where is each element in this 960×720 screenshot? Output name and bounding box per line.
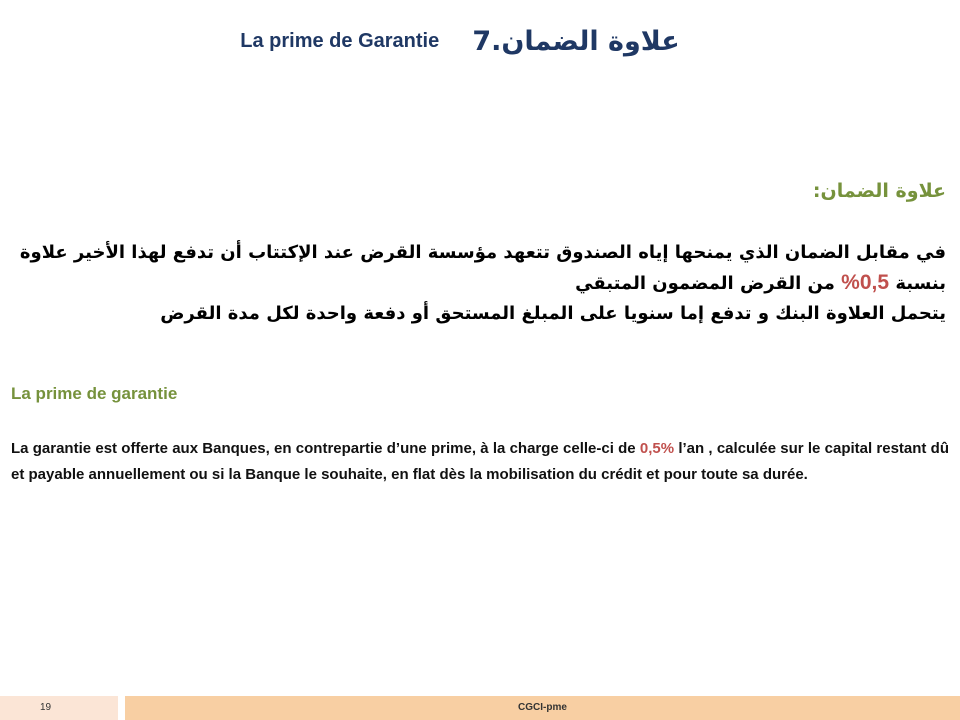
footer-label: CGCI-pme xyxy=(125,696,960,720)
french-section-body xyxy=(11,436,949,488)
page-number: 19 xyxy=(0,696,118,720)
french-body-end: l’an , calculée sur le capital restant dû et payable annuellement ou si la Banque le souhaite, en flat dès la mobilisation du crédit et pour toute sa durée. xyxy=(11,440,949,483)
arabic-line-1: في مقابل الضمان الذي يمنحها إياه الصندوق تتعهد مؤسسة القرض عند الإكتتاب أن تدفع لهذا الأخير علاوة xyxy=(19,242,946,263)
arabic-line-2 xyxy=(14,268,946,299)
arabic-rate: 0,5% xyxy=(841,271,890,294)
arabic-line-3: يتحمل العلاوة البنك و تدفع إما سنويا على المبلغ المستحق أو دفعة واحدة لكل مدة القرض xyxy=(160,303,946,324)
arabic-section-body xyxy=(14,238,946,329)
arabic-line-2-prefix: بنسبة xyxy=(889,273,946,294)
title-arabic: 7.علاوة الضمان xyxy=(472,26,680,57)
french-rate: 0,5% xyxy=(639,440,675,457)
arabic-section-heading: علاوة الضمان: xyxy=(812,180,946,202)
arabic-line-2-suffix: من القرض المضمون المتبقي xyxy=(575,273,842,294)
french-body-start: La garantie est offerte aux Banques, en contrepartie d’une prime, à la charge celle-ci de xyxy=(11,440,640,457)
footer xyxy=(0,696,960,720)
slide-title xyxy=(150,26,770,57)
french-section-heading: La prime de garantie xyxy=(11,384,178,403)
title-french: La prime de Garantie xyxy=(240,30,440,52)
